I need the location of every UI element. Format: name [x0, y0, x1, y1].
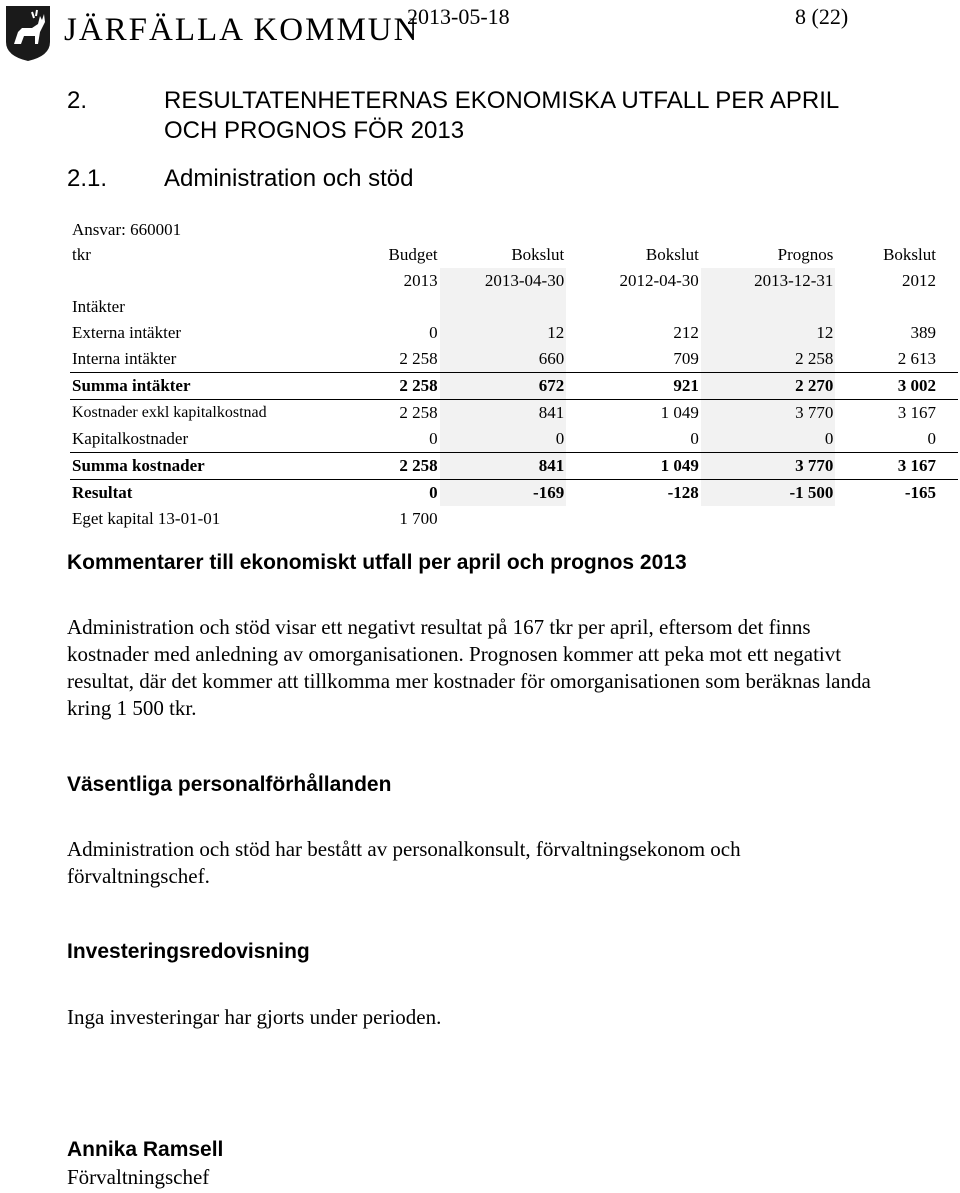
- table-row: [70, 400, 958, 427]
- table-cell: 12: [701, 320, 836, 346]
- section-heading: [67, 86, 897, 146]
- table-cell: 389: [910, 323, 936, 342]
- table-cell: 12: [440, 320, 567, 346]
- table-cell: 841: [440, 400, 567, 427]
- table-row: [70, 320, 958, 346]
- table-row-sum: [70, 453, 958, 480]
- column-header: 2013-12-31: [701, 268, 836, 294]
- table-cell: 212: [673, 323, 699, 342]
- row-label: Kostnader exkl kapitalkostnad: [72, 404, 267, 421]
- page-number: 8 (22): [795, 4, 849, 29]
- table-cell: [701, 506, 836, 532]
- table-cell: 2 258: [355, 453, 439, 480]
- table-cell: 1 700: [399, 509, 438, 528]
- org-name: JÄRFÄLLA KOMMUN: [64, 12, 420, 48]
- document-date: 2013-05-18: [407, 4, 510, 29]
- investments-text: Inga investeringar har gjorts under perioden.: [67, 1005, 442, 1029]
- table-cell: 660: [440, 346, 567, 373]
- table-cell: -165: [904, 483, 936, 502]
- column-header: Bokslut: [511, 245, 565, 264]
- table-header-row: [70, 242, 958, 268]
- row-label: Kapitalkostnader: [72, 429, 189, 448]
- table-row: [70, 346, 958, 373]
- table-cell: 0: [429, 323, 438, 342]
- column-header: 2012-04-30: [619, 271, 699, 290]
- table-cell: 0: [429, 429, 438, 448]
- row-label: Resultat: [72, 483, 133, 502]
- table-cell: 2 258: [399, 403, 438, 422]
- signature-title: Förvaltningschef: [67, 1165, 210, 1189]
- table-cell: 2 258: [355, 373, 439, 400]
- personnel-heading: Väsentliga personalförhållanden: [67, 773, 392, 796]
- table-cell: 0: [701, 426, 836, 453]
- table-cell: 672: [440, 373, 567, 400]
- table-cell: 709: [673, 349, 699, 368]
- row-label: Eget kapital 13-01-01: [72, 509, 221, 528]
- column-header: Prognos: [777, 245, 834, 264]
- comments-heading: Kommentarer till ekonomiskt utfall per april och prognos 2013: [67, 551, 687, 574]
- table-cell: 3 770: [701, 400, 836, 427]
- section-label: Intäkter: [72, 297, 125, 316]
- section-title-line2: OCH PROGNOS FÖR 2013: [164, 117, 465, 144]
- table-cell: [835, 506, 958, 532]
- table-row: [70, 426, 958, 453]
- table-cell: 0: [429, 483, 438, 502]
- table-cell: [440, 506, 567, 532]
- kommun-logo-icon: [4, 4, 52, 62]
- unit-label: tkr: [72, 245, 91, 264]
- table-cell: 3 167: [835, 453, 958, 480]
- column-header: 2012: [902, 271, 936, 290]
- table-cell: -169: [440, 480, 567, 507]
- personnel-text: Administration och stöd har bestått av personalkonsult, förvaltningsekonom och förvaltningschef.: [67, 837, 741, 888]
- responsibility-code: Ansvar: 660001: [72, 220, 182, 239]
- subsection-title: Administration och stöd: [164, 165, 414, 192]
- table-cell: 921: [566, 373, 701, 400]
- table-section-row: [70, 294, 958, 320]
- table-cell: -1 500: [701, 480, 836, 507]
- column-header: Bokslut: [645, 245, 699, 264]
- table-cell: [566, 506, 701, 532]
- table-cell: 1 049: [660, 403, 699, 422]
- table-header-row: [70, 268, 958, 294]
- column-header: 2013-04-30: [440, 268, 567, 294]
- section-title-line1: RESULTATENHETERNAS EKONOMISKA UTFALL PER APRIL: [164, 87, 840, 114]
- signature-name: Annika Ramsell: [67, 1138, 224, 1161]
- column-header: Bokslut: [883, 245, 936, 264]
- table-cell: 3 167: [897, 403, 936, 422]
- section-number: 2.: [67, 87, 88, 114]
- comments-text: Administration och stöd visar ett negativt resultat på 167 tkr per april, eftersom det finns kostnader med anledning av omorganisationen. Prognosen kommer att peka mot ett negativt resultat, där det kommer att tillkomma mer kostnader för omorganisationen som beräknas landa kring 1 500 tkr.: [67, 615, 871, 720]
- table-cell: 2 258: [399, 349, 438, 368]
- table-row-sum: [70, 373, 958, 400]
- row-label: Externa intäkter: [72, 323, 182, 342]
- table-cell: 1 049: [566, 453, 701, 480]
- table-cell: 841: [440, 453, 567, 480]
- table-cell: 2 270: [701, 373, 836, 400]
- financial-table: [70, 242, 958, 532]
- table-row-result: [70, 480, 958, 507]
- table-cell: 0: [690, 429, 699, 448]
- column-header: Budget: [388, 245, 438, 264]
- row-label: Summa intäkter: [70, 373, 355, 400]
- column-header: 2013: [403, 271, 438, 290]
- table-cell: 3 002: [835, 373, 958, 400]
- subsection-heading: [67, 164, 413, 194]
- table-cell: -128: [667, 483, 699, 502]
- table-cell: 2 613: [897, 349, 936, 368]
- subsection-number: 2.1.: [67, 165, 108, 192]
- table-cell: 0: [927, 429, 936, 448]
- table-cell: 3 770: [701, 453, 836, 480]
- table-cell: 2 258: [701, 346, 836, 373]
- row-label: Interna intäkter: [72, 349, 177, 368]
- investments-heading: Investeringsredovisning: [67, 940, 310, 963]
- row-label: Summa kostnader: [70, 453, 355, 480]
- table-cell: 0: [440, 426, 567, 453]
- table-row: [70, 506, 958, 532]
